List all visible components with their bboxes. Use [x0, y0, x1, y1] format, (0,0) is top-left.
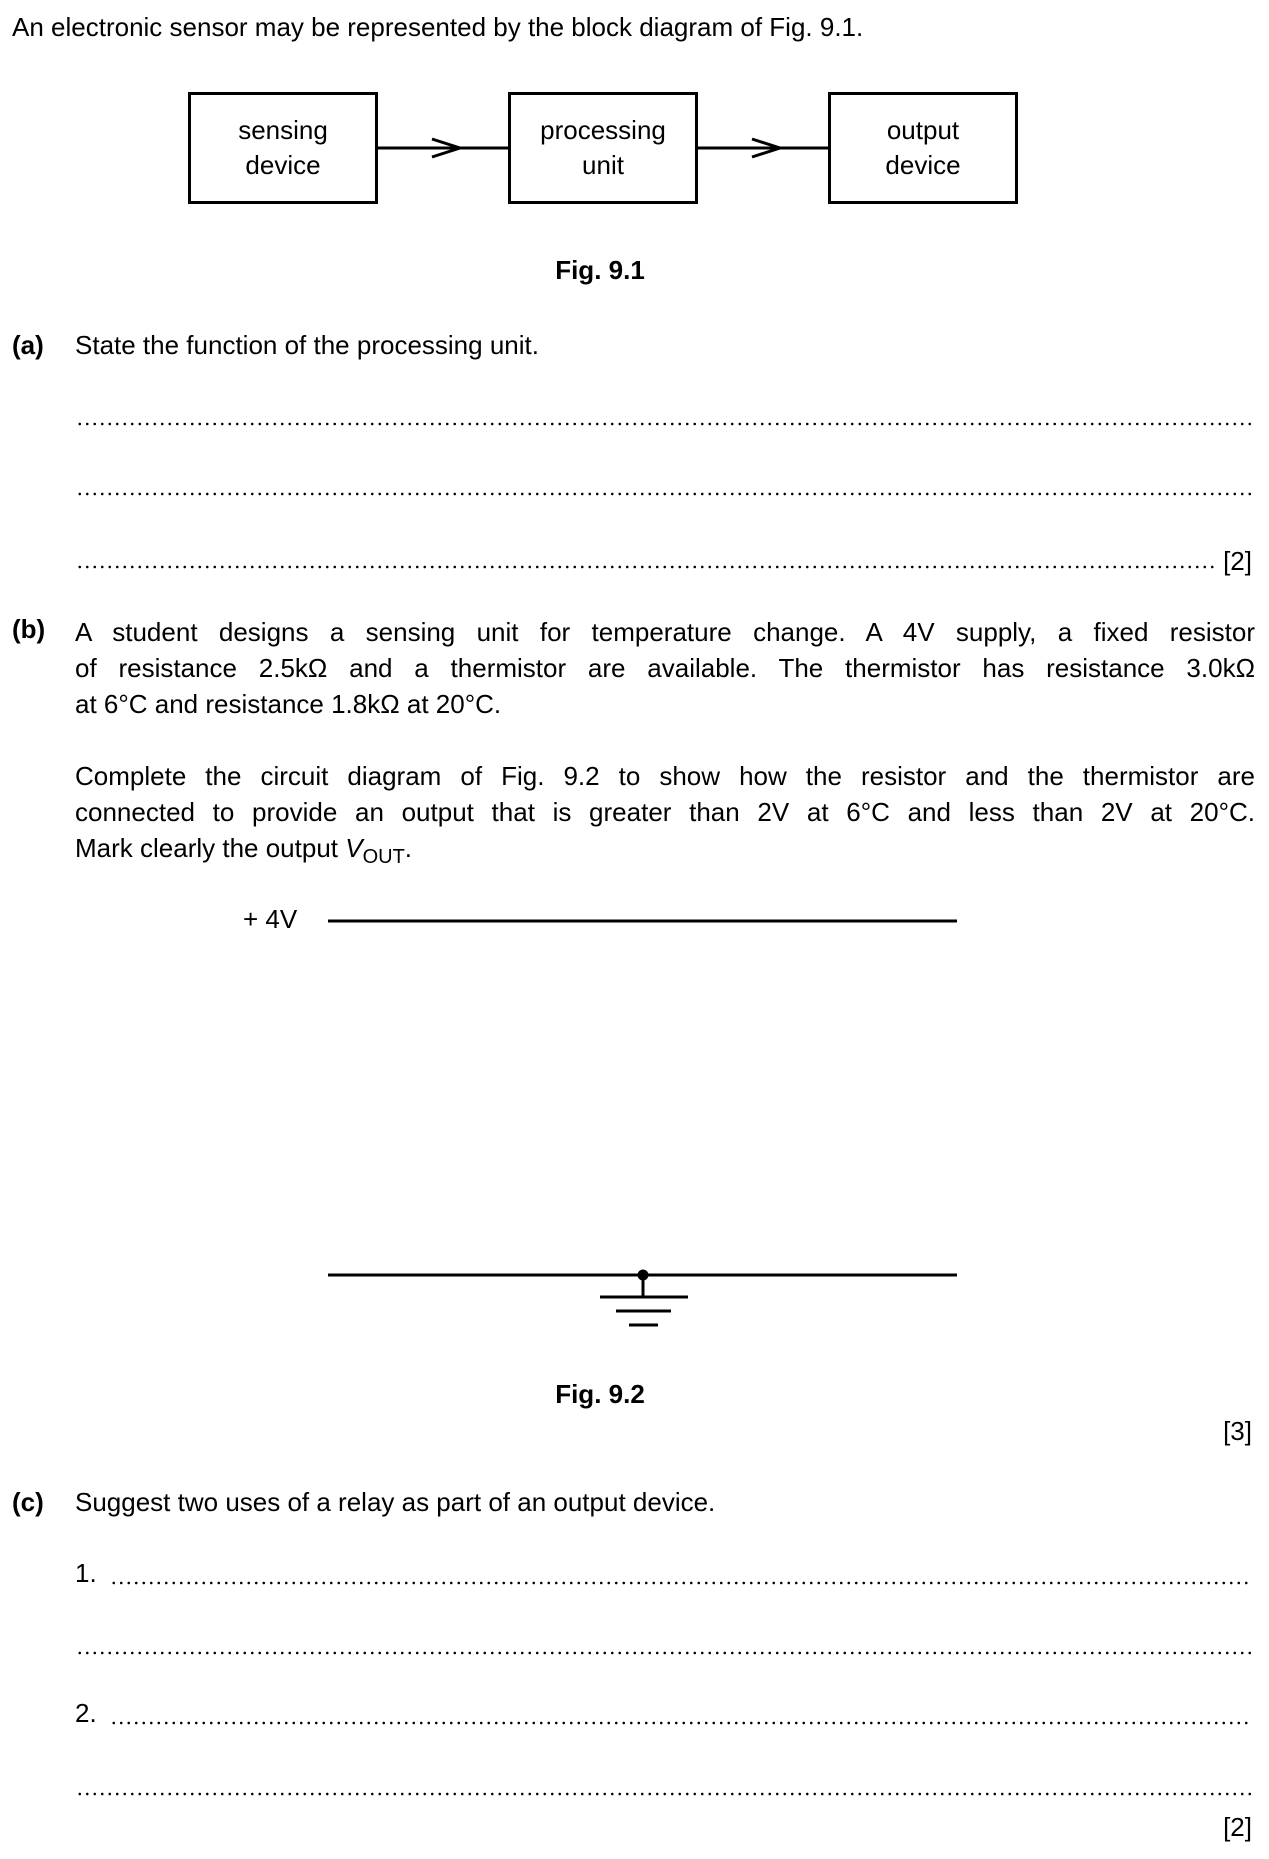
answer-number-2: 2. [75, 1698, 97, 1728]
vout-instruction: Mark clearly the output [75, 833, 346, 863]
fig-9-1-caption: Fig. 9.1 [555, 255, 645, 285]
block-label-line2: device [245, 150, 321, 180]
arrowhead-2 [752, 139, 780, 157]
part-b-label: (b) [12, 614, 46, 644]
answer-line-a3[interactable] [76, 565, 1216, 569]
part-b-paragraph-2 [75, 758, 1255, 875]
part-a-marks: [2] [1223, 546, 1252, 576]
supply-label: + 4V [243, 904, 298, 934]
part-b-line-5: connected to provide an output that is greater than 2V at 6°C and less than 2V at 20°C. [75, 797, 1255, 827]
vout-subscript: OUT [362, 846, 405, 869]
vout-period: . [404, 833, 413, 863]
answer-line-a1[interactable] [76, 422, 1252, 426]
block-label-line1: processing [540, 115, 666, 145]
block-sensing-device [188, 92, 378, 204]
block-label-line2: device [885, 150, 961, 180]
block-label-line2: unit [582, 150, 624, 180]
answer-line-c1b[interactable] [76, 1651, 1252, 1655]
answer-line-c1a[interactable] [110, 1581, 1252, 1585]
answer-line-c2a[interactable] [110, 1721, 1252, 1725]
part-b-marks: [3] [1223, 1416, 1252, 1446]
junction-dot [638, 1270, 649, 1281]
part-b-line-4: Complete the circuit diagram of Fig. 9.2 to show how the resistor and the thermistor are [75, 761, 1255, 791]
answer-line-a2[interactable] [76, 492, 1252, 496]
fig-9-2-caption: Fig. 9.2 [555, 1379, 645, 1409]
part-a-question: State the function of the processing unit. [75, 330, 539, 360]
answer-number-1: 1. [75, 1558, 97, 1588]
block-output-device [828, 92, 1018, 204]
part-b-line-6 [75, 830, 1255, 875]
part-b-paragraph-1 [75, 614, 1255, 722]
vout-symbol: V [345, 833, 363, 863]
block-label-line1: output [886, 115, 960, 145]
part-c-label: (c) [12, 1487, 44, 1517]
part-c-question: Suggest two uses of a relay as part of an output device. [75, 1487, 716, 1517]
block-processing-unit [508, 92, 698, 204]
answer-line-c2b[interactable] [76, 1792, 1252, 1796]
part-c-marks: [2] [1223, 1812, 1252, 1842]
part-a-label: (a) [12, 330, 44, 360]
part-b-line-2: of resistance 2.5kΩ and a thermistor are available. The thermistor has resistance 3.0kΩ [75, 653, 1255, 683]
part-b-line-3: at 6°C and resistance 1.8kΩ at 20°C. [75, 689, 502, 719]
block-label-line1: sensing [238, 115, 328, 145]
part-b-line-1: A student designs a sensing unit for temperature change. A 4V supply, a fixed resistor [75, 617, 1255, 647]
intro-text: An electronic sensor may be represented by the block diagram of Fig. 9.1. [12, 12, 864, 42]
arrowhead-1 [432, 139, 460, 157]
